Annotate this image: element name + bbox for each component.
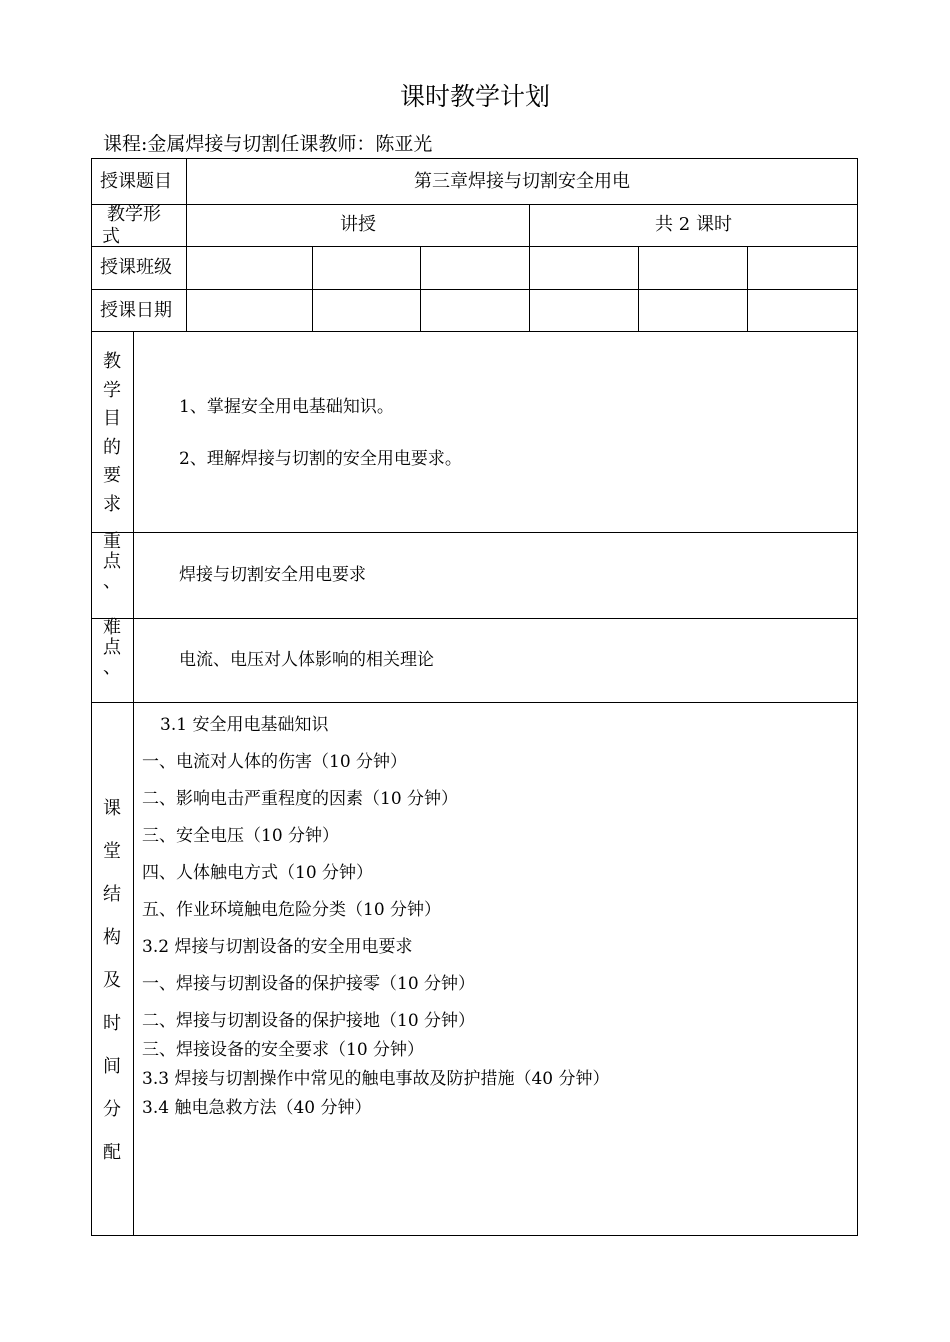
topic-value: 第三章焊接与切割安全用电 bbox=[414, 171, 630, 192]
difficulties-label-char: 难 bbox=[103, 617, 121, 638]
structure-label-char: 间 bbox=[103, 1056, 121, 1077]
format-label-line1: 教学形 bbox=[107, 204, 161, 225]
difficulties-text: 电流、电压对人体影响的相关理论 bbox=[179, 650, 434, 670]
objectives-label-char: 要 bbox=[103, 465, 121, 487]
row-divider bbox=[91, 289, 858, 290]
row-divider bbox=[91, 331, 858, 332]
objectives-label-char: 求 bbox=[103, 493, 121, 515]
row-divider bbox=[91, 532, 858, 533]
course-teacher-line: 课程:金属焊接与切割任课教师：陈亚光 bbox=[103, 133, 433, 155]
structure-line: 二、影响电击严重程度的因素（10 分钟） bbox=[142, 789, 459, 809]
table-border-right bbox=[857, 158, 858, 1236]
structure-label-char: 构 bbox=[103, 927, 121, 948]
column-divider bbox=[747, 246, 748, 332]
structure-line: 3.2 焊接与切割设备的安全用电要求 bbox=[142, 937, 413, 957]
key-points-text: 焊接与切割安全用电要求 bbox=[179, 565, 366, 585]
structure-label bbox=[91, 787, 133, 1174]
topic-label: 授课题目 bbox=[100, 171, 172, 192]
row-divider bbox=[91, 246, 858, 247]
table-border-top bbox=[91, 158, 858, 159]
row-divider bbox=[91, 204, 858, 205]
key-points-label bbox=[91, 532, 133, 592]
key-points-label-char: 重 bbox=[103, 531, 121, 552]
objectives-label-char: 教 bbox=[103, 351, 121, 372]
structure-label-char: 堂 bbox=[103, 841, 121, 862]
structure-label-char: 时 bbox=[103, 1013, 121, 1034]
column-divider bbox=[312, 246, 313, 332]
structure-line: 3.3 焊接与切割操作中常见的触电事故及防护措施（40 分钟） bbox=[142, 1069, 610, 1089]
objectives-label-char: 目 bbox=[103, 408, 121, 430]
column-divider bbox=[420, 246, 421, 332]
lesson-plan-table bbox=[91, 158, 858, 1236]
difficulties-label-char: 点 bbox=[103, 637, 121, 658]
structure-line: 3.4 触电急救方法（40 分钟） bbox=[142, 1098, 372, 1118]
date-label: 授课日期 bbox=[100, 300, 172, 321]
structure-line: 三、安全电压（10 分钟） bbox=[142, 826, 340, 846]
structure-line: 三、焊接设备的安全要求（10 分钟） bbox=[142, 1040, 425, 1060]
format-value: 讲授 bbox=[340, 214, 376, 235]
difficulties-label-char: 、 bbox=[103, 657, 121, 678]
structure-label-char: 及 bbox=[103, 970, 121, 991]
objective-item: 2、理解焊接与切割的安全用电要求。 bbox=[179, 449, 462, 469]
objectives-label-char: 学 bbox=[103, 379, 121, 401]
objectives-label bbox=[91, 348, 133, 520]
objective-item: 1、掌握安全用电基础知识。 bbox=[179, 397, 394, 417]
column-divider bbox=[133, 331, 134, 1236]
column-divider bbox=[638, 246, 639, 332]
hours-value: 共 2 课时 bbox=[655, 214, 732, 235]
objectives-label-char: 的 bbox=[103, 436, 121, 458]
structure-line: 3.1 安全用电基础知识 bbox=[160, 715, 329, 735]
row-divider bbox=[91, 618, 858, 619]
structure-line: 一、电流对人体的伤害（10 分钟） bbox=[142, 752, 408, 772]
format-label-line2: 式 bbox=[102, 226, 120, 247]
structure-label-char: 分 bbox=[103, 1099, 121, 1120]
structure-line: 五、作业环境触电危险分类（10 分钟） bbox=[142, 900, 442, 920]
difficulties-label bbox=[91, 618, 133, 678]
key-points-label-char: 点 bbox=[103, 551, 121, 572]
structure-label-char: 结 bbox=[103, 884, 121, 905]
class-label: 授课班级 bbox=[100, 257, 172, 278]
key-points-label-char: 、 bbox=[103, 571, 121, 592]
structure-line: 二、焊接与切割设备的保护接地（10 分钟） bbox=[142, 1011, 476, 1031]
page-title: 课时教学计划 bbox=[399, 82, 550, 111]
table-border-bottom bbox=[91, 1235, 858, 1236]
structure-label-char: 配 bbox=[103, 1142, 121, 1163]
row-divider bbox=[91, 702, 858, 703]
structure-line: 四、人体触电方式（10 分钟） bbox=[142, 863, 374, 883]
column-divider bbox=[529, 246, 530, 332]
structure-label-char: 课 bbox=[103, 798, 121, 819]
structure-line: 一、焊接与切割设备的保护接零（10 分钟） bbox=[142, 974, 476, 994]
